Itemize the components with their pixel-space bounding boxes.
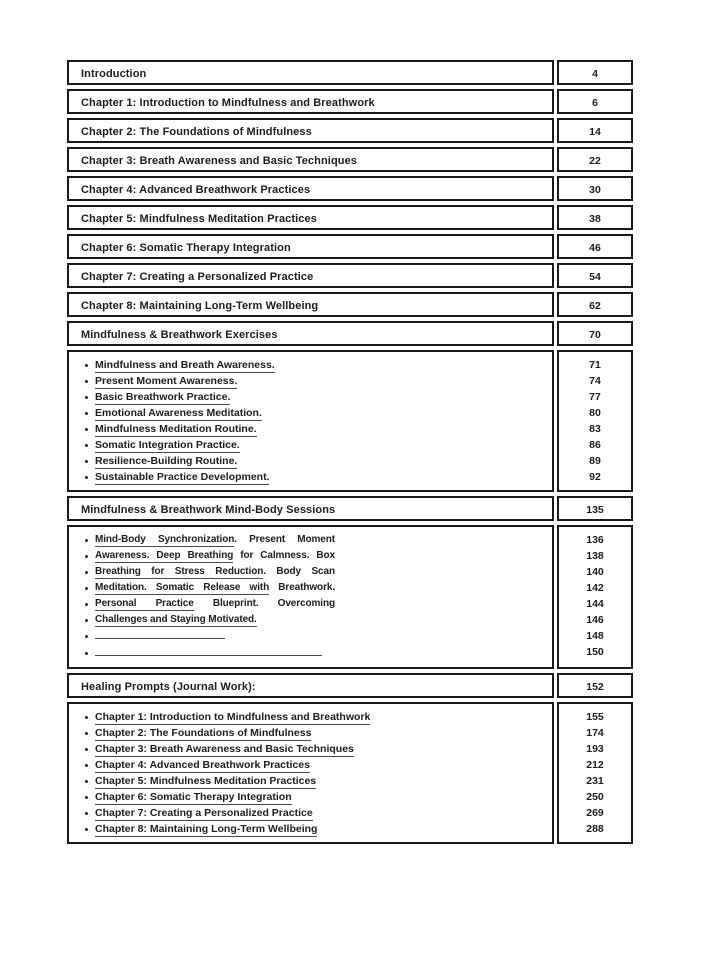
page-cell — [557, 263, 633, 288]
bullet-icon — [85, 460, 88, 463]
session-line[interactable] — [95, 645, 335, 662]
journal-chapter-link[interactable] — [95, 709, 544, 725]
journal-chapter-label: Chapter 8: Maintaining Long-Term Wellbeing — [95, 823, 318, 835]
page-number: 140 — [586, 566, 604, 578]
table-row — [67, 60, 633, 85]
bullet-icon — [85, 732, 88, 735]
exercise-label: Resilience-Building Routine. — [95, 455, 238, 467]
page-cell — [557, 350, 633, 492]
journal-chapter-label: Chapter 3: Breath Awareness and Basic Techniques — [95, 743, 354, 755]
bullet-icon — [85, 380, 88, 383]
table-row — [67, 673, 633, 698]
bullet-icon — [85, 412, 88, 415]
exercise-link[interactable] — [95, 389, 544, 405]
exercise-link[interactable] — [95, 437, 544, 453]
exercise-label: Emotional Awareness Meditation. — [95, 407, 262, 419]
page-number: 269 — [586, 807, 604, 819]
page-cell — [557, 496, 633, 521]
session-line[interactable] — [95, 548, 335, 564]
bullet-icon — [85, 748, 88, 751]
session-line[interactable] — [95, 580, 335, 596]
page-number: 4 — [592, 67, 598, 80]
sessions-list — [67, 525, 554, 669]
bullet-icon — [85, 780, 88, 783]
page-number: 86 — [589, 439, 601, 451]
page-cell — [557, 176, 633, 201]
bullet-icon — [85, 796, 88, 799]
page-cell — [557, 321, 633, 346]
entry-title: Chapter 2: The Foundations of Mindfulness — [81, 125, 312, 138]
page-cell — [557, 525, 633, 669]
page-number: 146 — [586, 614, 604, 626]
page-number: 144 — [586, 598, 604, 610]
bullet-icon — [85, 603, 88, 606]
toc-page — [64, 56, 636, 848]
session-plain-text: Breathwork. — [269, 582, 335, 593]
table-row — [67, 496, 633, 521]
bullet-icon — [85, 571, 88, 574]
page-number: 155 — [586, 711, 604, 723]
session-link-text: Breathing for Stress Reduction — [95, 566, 264, 577]
session-line[interactable] — [95, 596, 335, 612]
exercise-link[interactable] — [95, 469, 544, 485]
session-line[interactable] — [95, 532, 335, 548]
exercises-list — [67, 350, 554, 492]
session-plain-text: . Present Moment — [234, 534, 336, 545]
table-row — [67, 350, 633, 492]
entry-title: Introduction — [81, 67, 147, 80]
page-number: 150 — [586, 646, 604, 658]
session-plain-text: Blueprint. Overcoming — [193, 598, 335, 609]
toc-entry-chapter-4 — [67, 176, 554, 201]
page-number: 92 — [589, 471, 601, 483]
journal-chapter-label: Chapter 2: The Foundations of Mindfulness — [95, 727, 312, 739]
page-number: 22 — [589, 154, 601, 167]
toc-entry-exercises-header — [67, 321, 554, 346]
bullet-icon — [85, 476, 88, 479]
page-cell — [557, 292, 633, 317]
toc-entry-chapter-5 — [67, 205, 554, 230]
blank-line — [95, 645, 322, 656]
entry-title: Chapter 7: Creating a Personalized Practice — [81, 270, 314, 283]
page-number: 148 — [586, 630, 604, 642]
page-number: 212 — [586, 759, 604, 771]
bullet-icon — [85, 539, 88, 542]
page-cell — [557, 205, 633, 230]
bullet-icon — [85, 828, 88, 831]
session-link-text: Mind-Body Synchronization — [95, 534, 235, 545]
page-number: 46 — [589, 241, 601, 254]
entry-title: Chapter 6: Somatic Therapy Integration — [81, 241, 291, 254]
table-row — [67, 118, 633, 143]
session-line[interactable] — [95, 612, 335, 628]
bullet-icon — [85, 555, 88, 558]
exercise-label: Basic Breathwork Practice. — [95, 391, 231, 403]
entry-title: Chapter 4: Advanced Breathwork Practices — [81, 183, 311, 196]
session-link-text: Personal Practice — [95, 598, 194, 609]
page-cell — [557, 89, 633, 114]
page-number: 71 — [589, 359, 601, 371]
table-row — [67, 292, 633, 317]
page-number: 288 — [586, 823, 604, 835]
page-number: 70 — [589, 328, 601, 341]
exercise-link[interactable] — [95, 373, 544, 389]
bullet-icon — [85, 812, 88, 815]
toc-entry-journal-header — [67, 673, 554, 698]
page-cell — [557, 60, 633, 85]
journal-list — [67, 702, 554, 844]
toc-entry-chapter-8 — [67, 292, 554, 317]
page-number: 74 — [589, 375, 601, 387]
table-row — [67, 525, 633, 669]
journal-chapter-label: Chapter 4: Advanced Breathwork Practices — [95, 759, 310, 771]
page-number: 135 — [586, 503, 604, 516]
entry-title: Chapter 3: Breath Awareness and Basic Techniques — [81, 154, 358, 167]
entry-title: Chapter 8: Maintaining Long-Term Wellbeing — [81, 299, 319, 312]
page-number: 30 — [589, 183, 601, 196]
toc-entry-introduction — [67, 60, 554, 85]
table-row — [67, 263, 633, 288]
entry-title: Chapter 1: Introduction to Mindfulness and Breathwork — [81, 96, 375, 109]
bullet-icon — [85, 428, 88, 431]
table-row — [67, 147, 633, 172]
session-line[interactable] — [95, 564, 335, 580]
journal-chapter-label: Chapter 7: Creating a Personalized Practice — [95, 807, 313, 819]
page-number: 83 — [589, 423, 601, 435]
page-number: 14 — [589, 125, 601, 138]
exercise-link[interactable] — [95, 453, 544, 469]
table-row — [67, 321, 633, 346]
page-number: 54 — [589, 270, 601, 283]
entry-title: Mindfulness & Breathwork Exercises — [81, 328, 278, 341]
journal-chapter-link[interactable] — [95, 725, 544, 741]
exercise-label: Mindfulness and Breath Awareness. — [95, 359, 275, 371]
toc-entry-chapter-1 — [67, 89, 554, 114]
page-number: 138 — [586, 550, 604, 562]
page-number: 231 — [586, 775, 604, 787]
exercise-label: Somatic Integration Practice. — [95, 439, 240, 451]
page-number: 77 — [589, 391, 601, 403]
journal-chapter-label: Chapter 6: Somatic Therapy Integration — [95, 791, 292, 803]
exercise-link[interactable] — [95, 357, 544, 373]
bullet-icon — [85, 764, 88, 767]
journal-chapter-link[interactable] — [95, 821, 544, 837]
blank-line — [95, 628, 225, 639]
page-cell — [557, 702, 633, 844]
bullet-icon — [85, 619, 88, 622]
toc-entry-chapter-3 — [67, 147, 554, 172]
page-number: 174 — [586, 727, 604, 739]
session-link-text: Awareness. Deep Breathing — [95, 550, 234, 561]
page-number: 38 — [589, 212, 601, 225]
session-line[interactable] — [95, 628, 335, 645]
table-row — [67, 205, 633, 230]
page-cell — [557, 234, 633, 259]
exercise-link[interactable] — [95, 405, 544, 421]
entry-title: Chapter 5: Mindfulness Meditation Practices — [81, 212, 317, 225]
table-row — [67, 234, 633, 259]
table-row — [67, 89, 633, 114]
journal-chapter-link[interactable] — [95, 741, 544, 757]
bullet-icon — [85, 396, 88, 399]
toc-entry-chapter-7 — [67, 263, 554, 288]
page-number: 136 — [586, 534, 604, 546]
exercise-label: Present Moment Awareness. — [95, 375, 238, 387]
session-link-text: Challenges and Staying Motivated. — [95, 614, 257, 625]
page-number: 62 — [589, 299, 601, 312]
page-cell — [557, 673, 633, 698]
entry-title: Mindfulness & Breathwork Mind-Body Sessions — [81, 503, 336, 516]
journal-chapter-link[interactable] — [95, 789, 544, 805]
journal-chapter-label: Chapter 5: Mindfulness Meditation Practices — [95, 775, 317, 787]
bullet-icon — [85, 716, 88, 719]
page-number: 152 — [586, 680, 604, 693]
table-row — [67, 702, 633, 844]
bullet-icon — [85, 587, 88, 590]
toc-entry-sessions-header — [67, 496, 554, 521]
page-cell — [557, 118, 633, 143]
page-number: 89 — [589, 455, 601, 467]
page-number: 142 — [586, 582, 604, 594]
page-cell — [557, 147, 633, 172]
page-number: 6 — [592, 96, 598, 109]
bullet-icon — [85, 652, 88, 655]
bullet-icon — [85, 635, 88, 638]
journal-chapter-link[interactable] — [95, 805, 544, 821]
exercise-label: Mindfulness Meditation Routine. — [95, 423, 257, 435]
bullet-icon — [85, 444, 88, 447]
bullet-icon — [85, 364, 88, 367]
exercise-label: Sustainable Practice Development. — [95, 471, 270, 483]
session-link-text: Meditation. Somatic Release with — [95, 582, 270, 593]
page-number: 193 — [586, 743, 604, 755]
toc-entry-chapter-2 — [67, 118, 554, 143]
journal-chapter-link[interactable] — [95, 757, 544, 773]
exercise-link[interactable] — [95, 421, 544, 437]
page-number: 250 — [586, 791, 604, 803]
entry-title: Healing Prompts (Journal Work): — [81, 680, 256, 693]
page-number: 80 — [589, 407, 601, 419]
session-plain-text: for Calmness. Box — [233, 550, 336, 561]
toc-table — [64, 56, 636, 848]
journal-chapter-link[interactable] — [95, 773, 544, 789]
toc-entry-chapter-6 — [67, 234, 554, 259]
table-row — [67, 176, 633, 201]
journal-chapter-label: Chapter 1: Introduction to Mindfulness and Breathwork — [95, 711, 371, 723]
session-plain-text: . Body Scan — [263, 566, 335, 577]
